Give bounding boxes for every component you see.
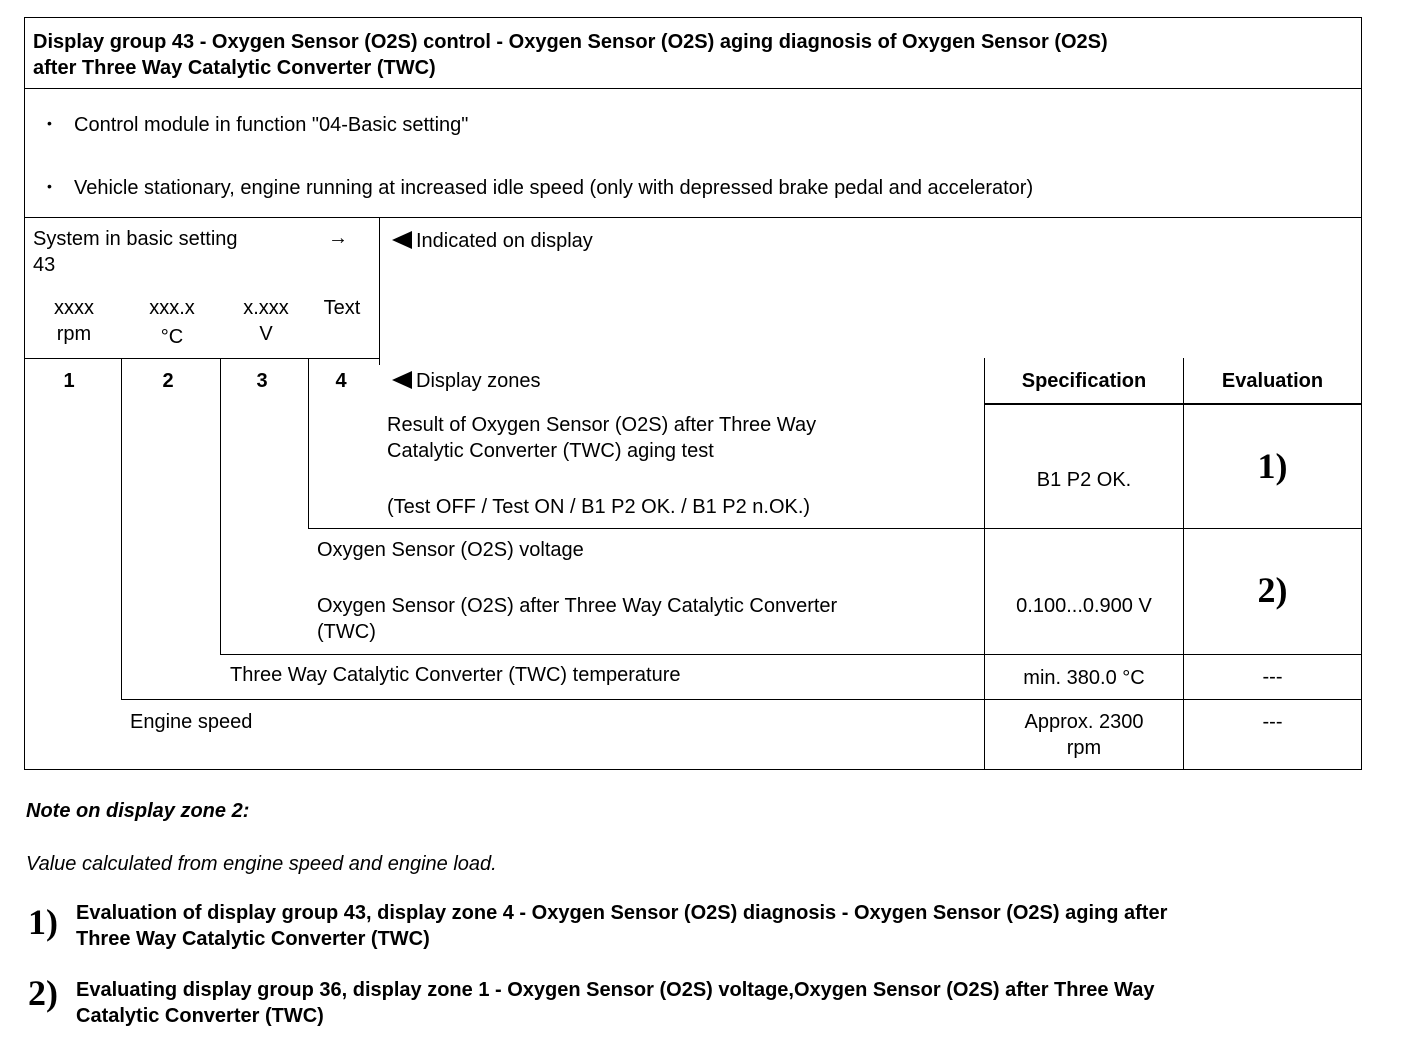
condition-item: Control module in function "04-Basic setting" (74, 114, 469, 136)
row-1-spec-line2: rpm (1066, 737, 1102, 759)
pointer-left-icon (392, 231, 412, 249)
display-group-number: 43 (33, 254, 56, 276)
row-2-eval: --- (1262, 666, 1283, 688)
row-1-desc: Engine speed (130, 711, 253, 733)
page-title-line2: after Three Way Catalytic Converter (TWC) (33, 57, 436, 79)
footnote-2-line2: Catalytic Converter (TWC) (76, 1005, 324, 1027)
field-4-format: Text (323, 297, 361, 319)
bullet-icon: • (47, 115, 52, 131)
specification-header: Specification (1021, 370, 1147, 392)
display-zones-header (392, 368, 541, 394)
evaluation-header: Evaluation (1221, 370, 1324, 392)
field-3-format: x.xxx (243, 297, 289, 319)
row-1-eval: --- (1262, 711, 1283, 733)
indicated-on-display (392, 228, 593, 254)
row-3-desc-line1: Oxygen Sensor (O2S) voltage (317, 539, 584, 561)
arrow-right-icon: → (328, 227, 348, 249)
row-3-eval: 2) (1257, 570, 1288, 610)
zone-number-4: 4 (335, 370, 347, 392)
field-1-format: xxxx (54, 297, 94, 319)
footnote-2-line1: Evaluating display group 36, display zone 1 - Oxygen Sensor (O2S) voltage,Oxygen Sensor (O2S) after Three Way (76, 979, 1155, 1001)
zone-number-1: 1 (63, 370, 75, 392)
bullet-icon: • (47, 178, 52, 194)
footnote-2-marker: 2) (28, 973, 58, 1013)
row-2-spec: min. 380.0 °C (1023, 667, 1145, 689)
condition-item: Vehicle stationary, engine running at increased idle speed (only with depressed brake pedal and accelerator) (74, 177, 1034, 199)
system-basic-setting-label: System in basic setting (33, 228, 238, 250)
field-2-unit: °C (160, 326, 184, 348)
row-4-desc-line2: Catalytic Converter (TWC) aging test (387, 440, 714, 462)
note-heading: Note on display zone 2: (26, 800, 250, 822)
pointer-left-icon (392, 371, 412, 389)
zone-number-3: 3 (256, 370, 268, 392)
row-2-desc: Three Way Catalytic Converter (TWC) temperature (230, 664, 681, 686)
note-text: Value calculated from engine speed and engine load. (26, 853, 497, 875)
indicated-label: Indicated on display (416, 230, 593, 252)
display-zones-label: Display zones (416, 370, 541, 392)
row-4-desc-line3: (Test OFF / Test ON / B1 P2 OK. / B1 P2 n.OK.) (387, 496, 811, 518)
page-title-line1: Display group 43 - Oxygen Sensor (O2S) control - Oxygen Sensor (O2S) aging diagnosis of Oxygen Sensor (O2S) (33, 31, 1108, 53)
footnote-1-line2: Three Way Catalytic Converter (TWC) (76, 928, 430, 950)
row-4-desc-line1: Result of Oxygen Sensor (O2S) after Three Way (387, 414, 817, 436)
row-1-spec-line1: Approx. 2300 (1024, 711, 1144, 733)
row-4-spec: B1 P2 OK. (1036, 469, 1132, 491)
row-3-spec: 0.100...0.900 V (1016, 595, 1152, 617)
zone-number-2: 2 (162, 370, 174, 392)
field-1-unit: rpm (56, 323, 92, 345)
field-2-format: xxx.x (149, 297, 195, 319)
footnote-1-line1: Evaluation of display group 43, display zone 4 - Oxygen Sensor (O2S) diagnosis - Oxygen Sensor (O2S) aging after (76, 902, 1168, 924)
row-3-desc-line3: (TWC) (317, 621, 376, 643)
row-4-eval: 1) (1257, 446, 1288, 486)
footnote-1-marker: 1) (28, 902, 58, 942)
row-3-desc-line2: Oxygen Sensor (O2S) after Three Way Catalytic Converter (317, 595, 838, 617)
field-3-unit: V (259, 323, 273, 345)
